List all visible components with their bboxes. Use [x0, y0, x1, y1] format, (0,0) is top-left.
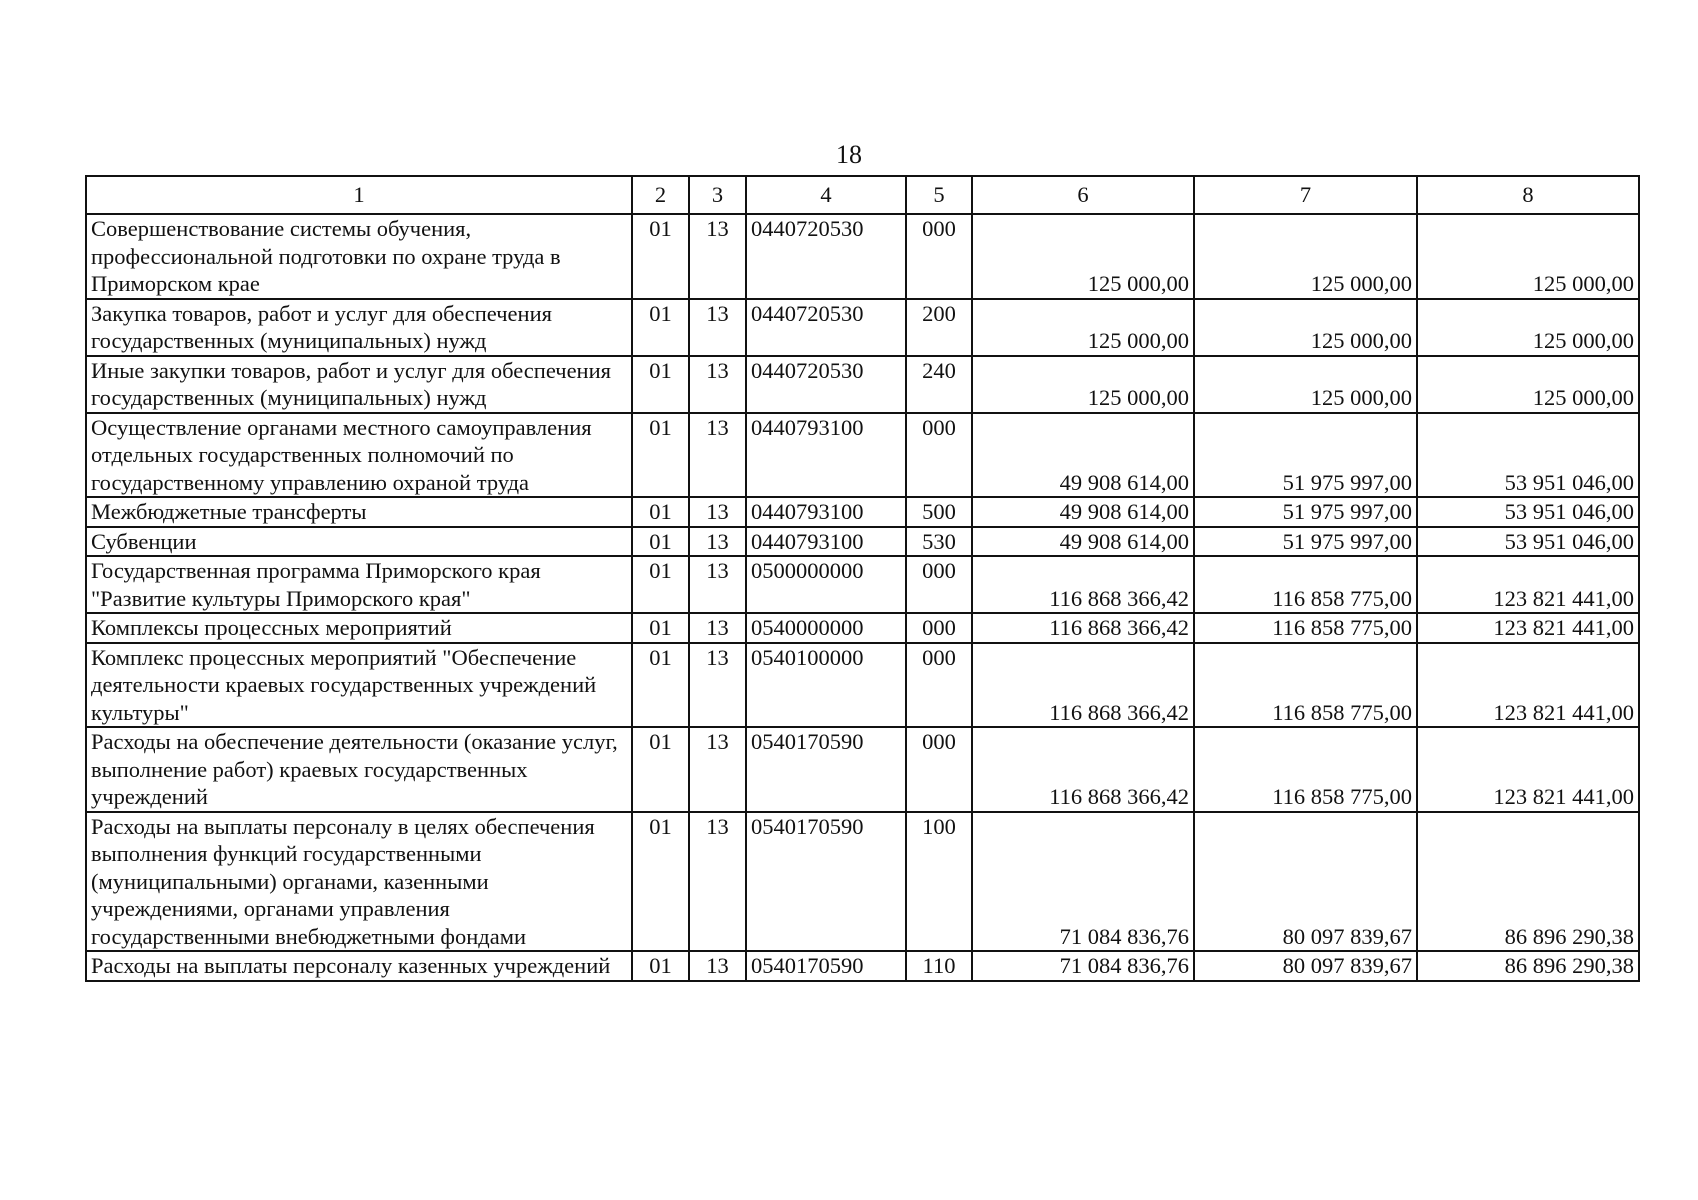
amount-col7-cell: 116 858 775,00	[1194, 643, 1417, 728]
subsection-code-cell: 13	[689, 527, 746, 557]
target-article-cell: 0540100000	[746, 643, 906, 728]
row-name-cell: Комплексы процессных мероприятий	[86, 613, 632, 643]
table-row	[86, 356, 1639, 413]
row-name-cell: Расходы на обеспечение деятельности (оказание услуг, выполнение работ) краевых государственных учреждений	[86, 727, 632, 812]
budget-table	[85, 175, 1640, 982]
row-name-cell: Иные закупки товаров, работ и услуг для обеспечения государственных (муниципальных) нужд	[86, 356, 632, 413]
section-code-cell: 01	[632, 727, 689, 812]
row-name-cell: Государственная программа Приморского края "Развитие культуры Приморского края"	[86, 556, 632, 613]
subsection-code-cell: 13	[689, 356, 746, 413]
amount-col7-cell: 125 000,00	[1194, 356, 1417, 413]
row-name-cell: Осуществление органами местного самоуправления отдельных государственных полномочий по государственному управлению охраной труда	[86, 413, 632, 498]
target-article-cell: 0440793100	[746, 497, 906, 527]
expense-type-cell: 000	[906, 214, 972, 299]
expense-type-cell: 100	[906, 812, 972, 952]
amount-col6-cell: 116 868 366,42	[972, 643, 1194, 728]
amount-col8-cell: 123 821 441,00	[1417, 727, 1639, 812]
amount-col7-cell: 125 000,00	[1194, 214, 1417, 299]
subsection-code-cell: 13	[689, 643, 746, 728]
table-row	[86, 951, 1639, 981]
section-code-cell: 01	[632, 527, 689, 557]
header-cell-1: 1	[86, 176, 632, 214]
subsection-code-cell: 13	[689, 727, 746, 812]
expense-type-cell: 530	[906, 527, 972, 557]
amount-col6-cell: 116 868 366,42	[972, 727, 1194, 812]
amount-col7-cell: 51 975 997,00	[1194, 413, 1417, 498]
amount-col6-cell: 71 084 836,76	[972, 951, 1194, 981]
subsection-code-cell: 13	[689, 556, 746, 613]
amount-col8-cell: 125 000,00	[1417, 299, 1639, 356]
section-code-cell: 01	[632, 413, 689, 498]
target-article-cell: 0440720530	[746, 356, 906, 413]
row-name-cell: Субвенции	[86, 527, 632, 557]
expense-type-cell: 000	[906, 413, 972, 498]
target-article-cell: 0540000000	[746, 613, 906, 643]
expense-type-cell: 240	[906, 356, 972, 413]
section-code-cell: 01	[632, 497, 689, 527]
expense-type-cell: 000	[906, 613, 972, 643]
section-code-cell: 01	[632, 812, 689, 952]
amount-col8-cell: 53 951 046,00	[1417, 413, 1639, 498]
header-cell-7: 7	[1194, 176, 1417, 214]
amount-col6-cell: 49 908 614,00	[972, 413, 1194, 498]
subsection-code-cell: 13	[689, 613, 746, 643]
section-code-cell: 01	[632, 613, 689, 643]
expense-type-cell: 200	[906, 299, 972, 356]
amount-col8-cell: 123 821 441,00	[1417, 556, 1639, 613]
amount-col8-cell: 125 000,00	[1417, 214, 1639, 299]
amount-col7-cell: 51 975 997,00	[1194, 527, 1417, 557]
amount-col8-cell: 53 951 046,00	[1417, 527, 1639, 557]
table-row	[86, 299, 1639, 356]
table-row	[86, 527, 1639, 557]
section-code-cell: 01	[632, 643, 689, 728]
header-row	[86, 176, 1639, 214]
subsection-code-cell: 13	[689, 497, 746, 527]
amount-col7-cell: 80 097 839,67	[1194, 812, 1417, 952]
target-article-cell: 0440720530	[746, 299, 906, 356]
header-cell-4: 4	[746, 176, 906, 214]
header-cell-3: 3	[689, 176, 746, 214]
target-article-cell: 0540170590	[746, 951, 906, 981]
amount-col7-cell: 80 097 839,67	[1194, 951, 1417, 981]
target-article-cell: 0440793100	[746, 413, 906, 498]
section-code-cell: 01	[632, 299, 689, 356]
amount-col6-cell: 71 084 836,76	[972, 812, 1194, 952]
header-cell-2: 2	[632, 176, 689, 214]
section-code-cell: 01	[632, 356, 689, 413]
expense-type-cell: 110	[906, 951, 972, 981]
target-article-cell: 0540170590	[746, 812, 906, 952]
table-row	[86, 727, 1639, 812]
amount-col8-cell: 123 821 441,00	[1417, 613, 1639, 643]
amount-col6-cell: 125 000,00	[972, 214, 1194, 299]
row-name-cell: Межбюджетные трансферты	[86, 497, 632, 527]
subsection-code-cell: 13	[689, 951, 746, 981]
page-number: 18	[836, 140, 862, 169]
amount-col6-cell: 116 868 366,42	[972, 556, 1194, 613]
amount-col8-cell: 53 951 046,00	[1417, 497, 1639, 527]
subsection-code-cell: 13	[689, 299, 746, 356]
row-name-cell: Расходы на выплаты персоналу казенных учреждений	[86, 951, 632, 981]
row-name-cell: Расходы на выплаты персоналу в целях обеспечения выполнения функций государственными (муниципальными) органами, казенными учреждениями, органами управления государственными внебюджетными фондами	[86, 812, 632, 952]
row-name-cell: Комплекс процессных мероприятий "Обеспечение деятельности краевых государственных учреждений культуры"	[86, 643, 632, 728]
amount-col8-cell: 123 821 441,00	[1417, 643, 1639, 728]
header-cell-6: 6	[972, 176, 1194, 214]
target-article-cell: 0440720530	[746, 214, 906, 299]
amount-col7-cell: 125 000,00	[1194, 299, 1417, 356]
subsection-code-cell: 13	[689, 812, 746, 952]
row-name-cell: Совершенствование системы обучения, профессиональной подготовки по охране труда в Приморском крае	[86, 214, 632, 299]
section-code-cell: 01	[632, 951, 689, 981]
header-cell-8: 8	[1417, 176, 1639, 214]
table-row	[86, 413, 1639, 498]
amount-col7-cell: 116 858 775,00	[1194, 613, 1417, 643]
amount-col6-cell: 49 908 614,00	[972, 497, 1194, 527]
section-code-cell: 01	[632, 214, 689, 299]
expense-type-cell: 500	[906, 497, 972, 527]
target-article-cell: 0540170590	[746, 727, 906, 812]
section-code-cell: 01	[632, 556, 689, 613]
expense-type-cell: 000	[906, 727, 972, 812]
amount-col8-cell: 86 896 290,38	[1417, 951, 1639, 981]
amount-col6-cell: 49 908 614,00	[972, 527, 1194, 557]
table-row	[86, 214, 1639, 299]
table-row	[86, 613, 1639, 643]
target-article-cell: 0500000000	[746, 556, 906, 613]
amount-col6-cell: 125 000,00	[972, 299, 1194, 356]
amount-col7-cell: 116 858 775,00	[1194, 556, 1417, 613]
amount-col8-cell: 86 896 290,38	[1417, 812, 1639, 952]
subsection-code-cell: 13	[689, 214, 746, 299]
table-row	[86, 497, 1639, 527]
subsection-code-cell: 13	[689, 413, 746, 498]
table-row	[86, 643, 1639, 728]
row-name-cell: Закупка товаров, работ и услуг для обеспечения государственных (муниципальных) нужд	[86, 299, 632, 356]
expense-type-cell: 000	[906, 643, 972, 728]
header-cell-5: 5	[906, 176, 972, 214]
amount-col7-cell: 51 975 997,00	[1194, 497, 1417, 527]
table-row	[86, 556, 1639, 613]
amount-col6-cell: 116 868 366,42	[972, 613, 1194, 643]
amount-col6-cell: 125 000,00	[972, 356, 1194, 413]
amount-col8-cell: 125 000,00	[1417, 356, 1639, 413]
table-row	[86, 812, 1639, 952]
target-article-cell: 0440793100	[746, 527, 906, 557]
amount-col7-cell: 116 858 775,00	[1194, 727, 1417, 812]
expense-type-cell: 000	[906, 556, 972, 613]
